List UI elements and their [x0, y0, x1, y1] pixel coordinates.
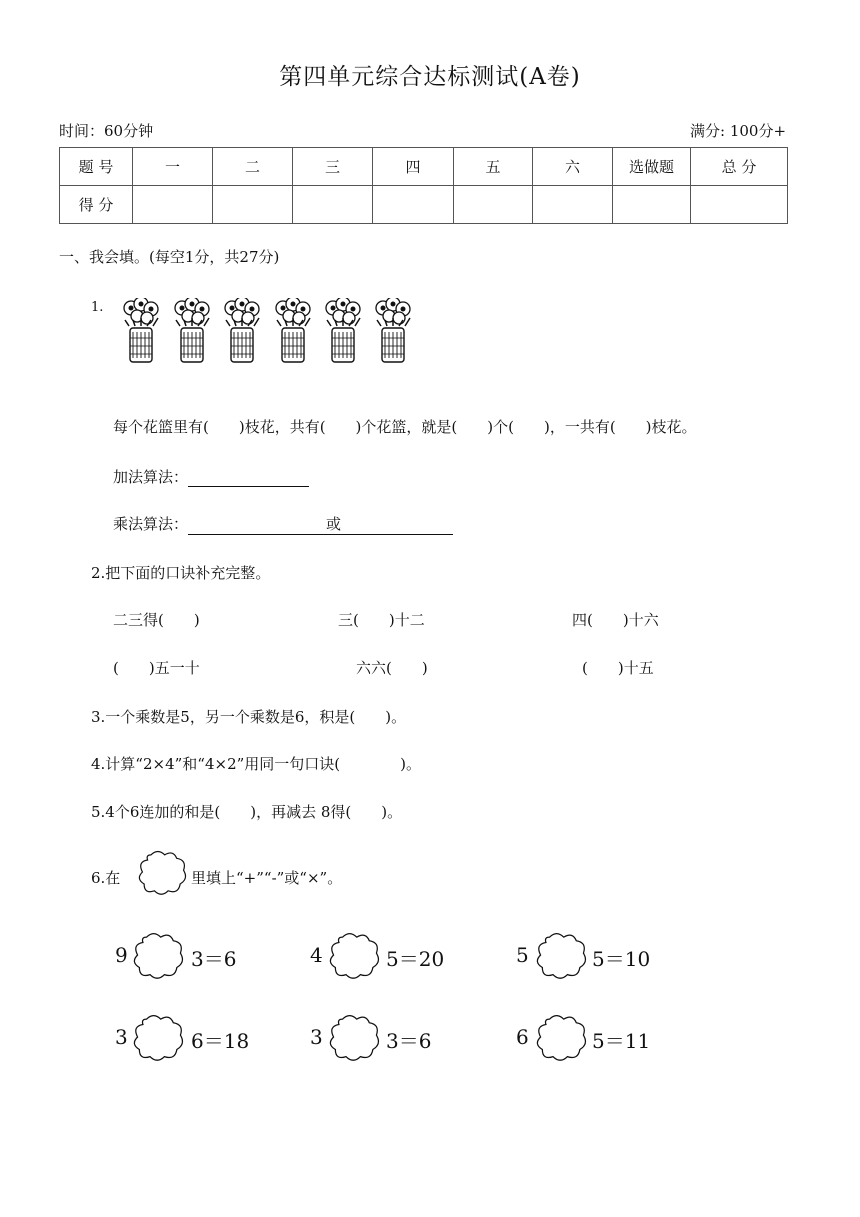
- equation-right: 3＝6: [386, 1029, 432, 1053]
- equation-right: 5＝20: [386, 947, 445, 971]
- score-cell[interactable]: [213, 186, 293, 224]
- score-table-score-row: [60, 186, 788, 224]
- table-header-cell: 六: [533, 148, 613, 186]
- equation-left: 3: [310, 1025, 323, 1049]
- table-header-cell: 五: [454, 148, 533, 186]
- equation-right: 5＝10: [592, 947, 651, 971]
- equation-left: 3: [115, 1025, 128, 1049]
- score-label: 满分: 100分+: [690, 122, 787, 140]
- flower-basket-icon: [273, 298, 313, 364]
- equation-right: 3＝6: [191, 947, 237, 971]
- score-row-label: 得 分: [60, 186, 133, 224]
- page-title: 第四单元综合达标测试(A卷): [279, 64, 581, 90]
- mnemonic-item: 二三得( ): [113, 611, 200, 629]
- mnemonic-item: 四( )十六: [572, 611, 659, 629]
- score-cell[interactable]: [293, 186, 373, 224]
- cloud-answer-icon: [135, 848, 191, 896]
- score-cell[interactable]: [533, 186, 613, 224]
- cloud-answer-box[interactable]: [326, 1012, 384, 1062]
- question-3-text: 3.一个乘数是5，另一个乘数是6，积是( )。: [91, 708, 407, 726]
- table-header-cell: 四: [373, 148, 454, 186]
- cloud-answer-box[interactable]: [130, 1012, 188, 1062]
- equation-left: 5: [516, 943, 529, 967]
- question-2-text: 2.把下面的口诀补充完整。: [91, 564, 271, 582]
- multiplication-answer-line-1[interactable]: [188, 517, 326, 535]
- cloud-answer-box[interactable]: [326, 930, 384, 980]
- multiplication-answer-line-2[interactable]: [341, 517, 453, 535]
- mnemonic-item: 六六( ): [356, 659, 428, 677]
- question-1-sentence: 每个花篮里有( )枝花，共有( )个花篮，就是( )个( )，一共有( )枝花。: [113, 418, 697, 436]
- cloud-answer-box[interactable]: [533, 1012, 591, 1062]
- equation-left: 4: [310, 943, 323, 967]
- cloud-answer-box[interactable]: [130, 930, 188, 980]
- table-header-cell: 题 号: [60, 148, 133, 186]
- table-header-cell: 选做题: [613, 148, 691, 186]
- score-cell[interactable]: [454, 186, 533, 224]
- flower-basket-icon: [121, 298, 161, 364]
- flower-basket-icon: [222, 298, 262, 364]
- table-header-cell: 三: [293, 148, 373, 186]
- or-label: 或: [326, 515, 342, 533]
- time-label: 时间：60分钟: [59, 122, 154, 140]
- question-6-prefix: 6.在: [91, 869, 121, 887]
- table-header-cell: 二: [213, 148, 293, 186]
- addition-method-row: [113, 466, 309, 487]
- score-table: [59, 147, 788, 224]
- equation-right: 5＝11: [592, 1029, 651, 1053]
- question-4-text: 4.计算“2×4”和“4×2”用同一句口诀( )。: [91, 755, 422, 773]
- addition-method-label: 加法算法：: [113, 468, 189, 486]
- equation-left: 6: [516, 1025, 529, 1049]
- mnemonic-item: ( )十五: [582, 659, 654, 677]
- question-1-number: 1.: [91, 300, 104, 315]
- score-cell[interactable]: [133, 186, 213, 224]
- question-5-text: 5.4个6连加的和是( )，再减去 8得( )。: [91, 803, 403, 821]
- mnemonic-item: 三( )十二: [338, 611, 425, 629]
- score-table-header-row: [60, 148, 788, 186]
- multiplication-method-row: [113, 513, 453, 535]
- equation-left: 9: [115, 943, 128, 967]
- score-cell[interactable]: [613, 186, 691, 224]
- equation-right: 6＝18: [191, 1029, 250, 1053]
- table-header-cell: 一: [133, 148, 213, 186]
- mnemonic-item: ( )五一十: [113, 659, 200, 677]
- flower-basket-icon: [323, 298, 363, 364]
- flower-basket-icon: [373, 298, 413, 364]
- section-1-heading: 一、我会填。(每空1分，共27分): [59, 248, 280, 266]
- score-cell[interactable]: [373, 186, 454, 224]
- cloud-answer-box[interactable]: [533, 930, 591, 980]
- multiplication-method-label: 乘法算法：: [113, 515, 189, 533]
- question-6-suffix: 里填上“+”“-”或“×”。: [191, 869, 343, 887]
- flower-basket-icon: [172, 298, 212, 364]
- table-header-cell: 总 分: [691, 148, 788, 186]
- addition-answer-line[interactable]: [188, 469, 309, 487]
- score-cell[interactable]: [691, 186, 788, 224]
